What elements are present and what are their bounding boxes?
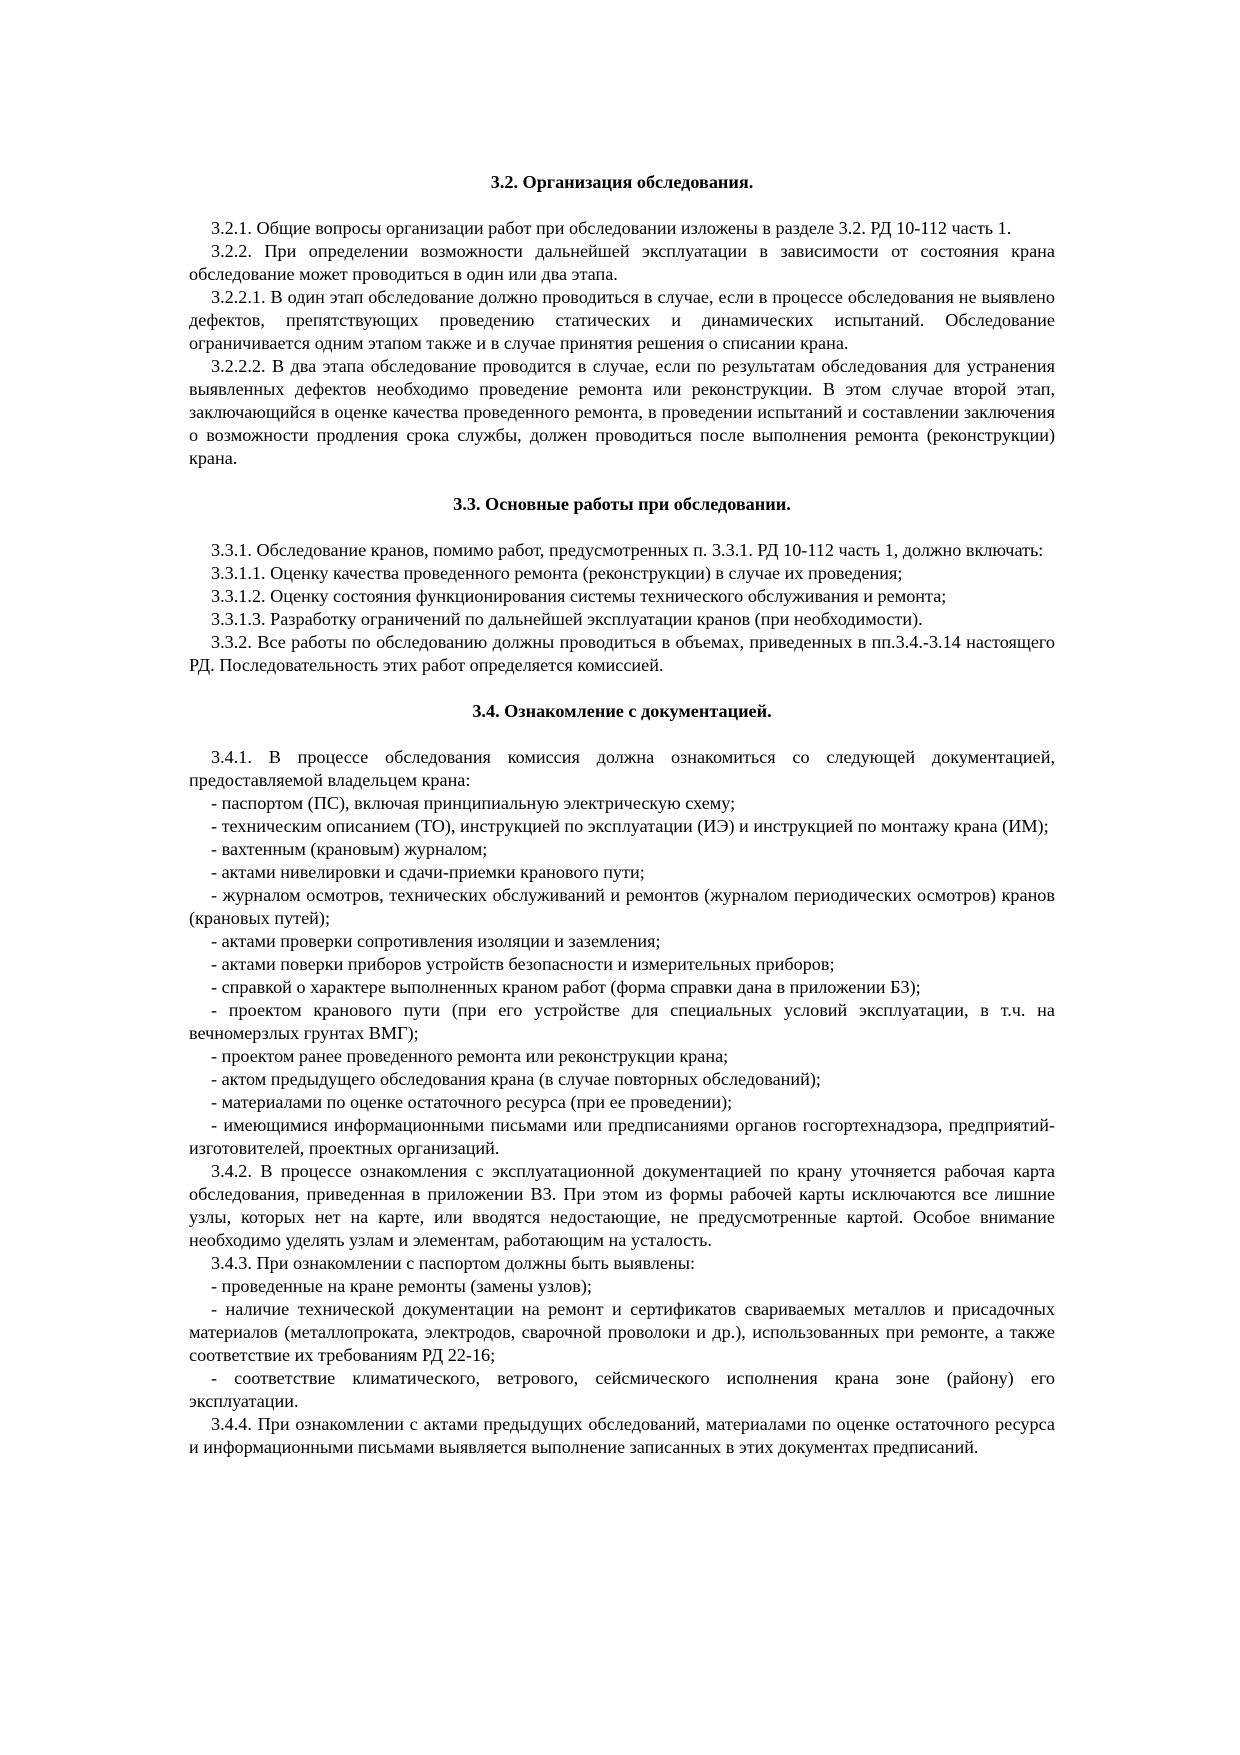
list-item: - материалами по оценке остаточного ресурса (при ее проведении); [211, 1092, 733, 1112]
list-item: - журналом осмотров, технических обслуживаний и ремонтов (журналом периодических осмотров) кранов (крановых путей); [189, 885, 1055, 928]
list-item: - актами проверки сопротивления изоляции и заземления; [211, 931, 661, 951]
list-item: - проведенные на кране ремонты (замены узлов); [211, 1276, 592, 1296]
paragraph: 3.4.4. При ознакомлении с актами предыдущих обследований, материалами по оценке остаточного ресурса и информационными письмами выявляется выполнение записанных в этих документах предписаний. [189, 1414, 1055, 1457]
paragraph: 3.4.3. При ознакомлении с паспортом должны быть выявлены: [211, 1253, 696, 1273]
paragraph: 3.4.2. В процессе ознакомления с эксплуатационной документацией по крану уточняется рабочая карта обследования, приведенная в приложении В3. При этом из формы рабочей карты исключаются все лишние узлы, которых нет на карте, или вводятся недостающие, не предусмотренные картой. Особое внимание необходимо уделять узлам и элементам, работающим на усталость. [189, 1161, 1055, 1250]
list-item: - актами нивелировки и сдачи-приемки кранового пути; [211, 862, 645, 882]
section-heading-3-2: 3.2. Организация обследования. [490, 172, 754, 192]
section-heading-3-4: 3.4. Ознакомление с документацией. [472, 701, 772, 721]
list-item: - проектом кранового пути (при его устройстве для специальных условий эксплуатации, в т.ч. на вечномерзлых грунтах ВМГ); [189, 1000, 1055, 1043]
list-item: - техническим описанием (ТО), инструкцией по эксплуатации (ИЭ) и инструкцией по монтажу крана (ИМ); [211, 816, 1049, 836]
list-item: - справкой о характере выполненных краном работ (форма справки дана в приложении Б3); [211, 977, 921, 997]
list-item: - актами поверки приборов устройств безопасности и измерительных приборов; [211, 954, 835, 974]
paragraph: 3.3.1.1. Оценку качества проведенного ремонта (реконструкции) в случае их проведения; [211, 563, 903, 583]
paragraph: 3.3.1. Обследование кранов, помимо работ, предусмотренных п. 3.3.1. РД 10-112 часть 1, должно включать: [211, 540, 1044, 560]
list-item: - актом предыдущего обследования крана (в случае повторных обследований); [211, 1069, 821, 1089]
paragraph: 3.2.1. Общие вопросы организации работ при обследовании изложены в разделе 3.2. РД 10-112 часть 1. [211, 218, 1012, 238]
paragraph: 3.3.1.2. Оценку состояния функционирования системы технического обслуживания и ремонта; [211, 586, 947, 606]
section-heading-3-3: 3.3. Основные работы при обследовании. [453, 494, 791, 514]
list-item: - паспортом (ПС), включая принципиальную электрическую схему; [211, 793, 736, 813]
paragraph: 3.4.1. В процессе обследования комиссия должна ознакомиться со следующей документацией, предоставляемой владельцем крана: [189, 747, 1055, 790]
list-item: - имеющимися информационными письмами или предписаниями органов госгортехнадзора, предприятий-изготовителей, проектных организаций. [189, 1115, 1055, 1158]
paragraph: 3.3.1.3. Разработку ограничений по дальнейшей эксплуатации кранов (при необходимости). [211, 609, 923, 629]
list-item: - наличие технической документации на ремонт и сертификатов свариваемых металлов и присадочных материалов (металлопроката, электродов, сварочной проволоки и др.), использованных при ремонте, а также соответствие их требованиям РД 22-16; [189, 1299, 1055, 1365]
list-item: - вахтенным (крановым) журналом; [211, 839, 488, 859]
paragraph: 3.2.2.1. В один этап обследование должно проводиться в случае, если в процессе обследования не выявлено дефектов, препятствующих проведению статических и динамических испытаний. Обследование ограничивается одним этапом также и в случае принятия решения о списании крана. [189, 287, 1055, 353]
paragraph: 3.2.2.2. В два этапа обследование проводится в случае, если по результатам обследования для устранения выявленных дефектов необходимо проведение ремонта или реконструкции. В этом случае второй этап, заключающийся в оценке качества проведенного ремонта, в проведении испытаний и составлении заключения о возможности продления срока службы, должен проводиться после выполнения ремонта (реконструкции) крана. [189, 356, 1055, 468]
paragraph: 3.2.2. При определении возможности дальнейшей эксплуатации в зависимости от состояния крана обследование может проводиться в один или два этапа. [189, 241, 1055, 284]
paragraph: 3.3.2. Все работы по обследованию должны проводиться в объемах, приведенных в пп.3.4.-3.14 настоящего РД. Последовательность этих работ определяется комиссией. [189, 632, 1055, 675]
list-item: - проектом ранее проведенного ремонта или реконструкции крана; [211, 1046, 729, 1066]
list-item: - соответствие климатического, ветрового, сейсмического исполнения крана зоне (району) его эксплуатации. [189, 1368, 1055, 1411]
